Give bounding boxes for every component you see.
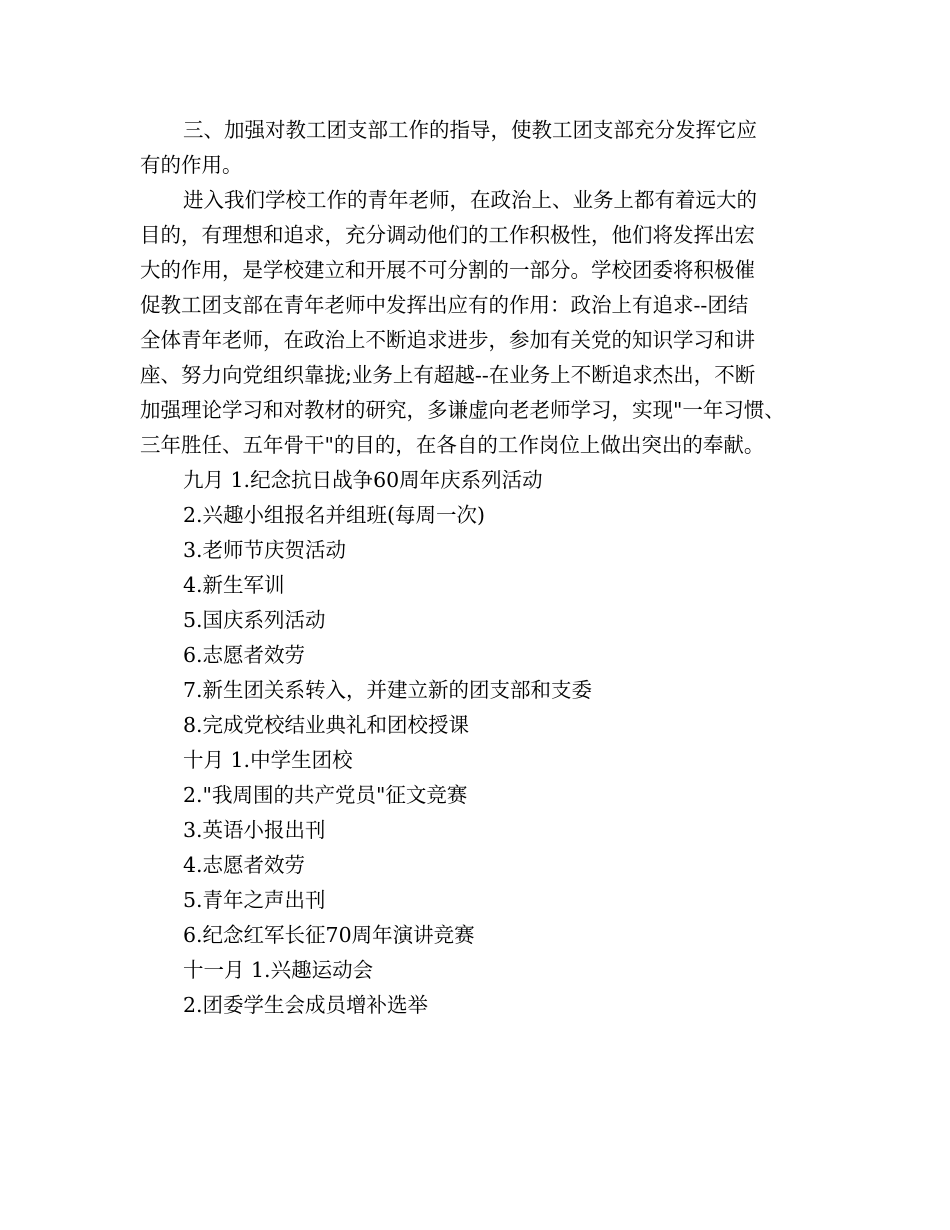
paragraph-line: 大的作用，是学校建立和开展不可分割的一部分。学校团委将积极催 — [140, 258, 755, 282]
paragraph-line: 目的，有理想和追求，充分调动他们的工作积极性，他们将发挥出宏 — [140, 223, 755, 247]
schedule-item: 6.志愿者效劳 — [183, 643, 306, 667]
schedule-item: 4.新生军训 — [183, 573, 285, 597]
schedule-item: 5.国庆系列活动 — [183, 608, 326, 632]
paragraph-line: 促教工团支部在青年老师中发挥出应有的作用：政治上有追求--团结 — [140, 293, 749, 317]
paragraph-line: 座、努力向党组织靠拢;业务上有超越--在业务上不断追求杰出，不断 — [140, 363, 756, 387]
paragraph-line: 全体青年老师，在政治上不断追求进步，参加有关党的知识学习和讲 — [140, 328, 755, 352]
schedule-item: 7.新生团关系转入，并建立新的团支部和支委 — [183, 678, 593, 702]
paragraph-line: 进入我们学校工作的青年老师，在政治上、业务上都有着远大的 — [183, 188, 757, 212]
activity-schedule-list — [140, 463, 830, 1023]
schedule-item: 4.志愿者效劳 — [183, 853, 306, 877]
paragraph-line: 三、加强对教工团支部工作的指导，使教工团支部充分发挥它应 — [183, 118, 757, 142]
paragraph-line: 三年胜任、五年骨干"的目的，在各自的工作岗位上做出突出的奉献。 — [140, 433, 765, 457]
schedule-item: 3.英语小报出刊 — [183, 818, 326, 842]
paragraph-line: 加强理论学习和对教材的研究，多谦虚向老老师学习，实现"一年习惯、 — [140, 398, 785, 422]
schedule-item: 2.兴趣小组报名并组班(每周一次) — [183, 503, 486, 527]
schedule-item: 8.完成党校结业典礼和团校授课 — [183, 713, 470, 737]
document-body — [140, 113, 830, 1023]
schedule-item: 2.团委学生会成员增补选举 — [183, 993, 429, 1017]
schedule-item: 2."我周围的共产党员"征文竞赛 — [183, 783, 468, 807]
schedule-item: 5.青年之声出刊 — [183, 888, 326, 912]
schedule-item: 十月 1.中学生团校 — [183, 748, 353, 772]
paragraph-young-teachers — [140, 183, 830, 463]
schedule-item: 十一月 1.兴趣运动会 — [183, 958, 374, 982]
schedule-item: 3.老师节庆贺活动 — [183, 538, 347, 562]
paragraph-line: 有的作用。 — [140, 153, 243, 177]
schedule-item: 九月 1.纪念抗日战争60周年庆系列活动 — [183, 468, 543, 492]
schedule-item: 6.纪念红军长征70周年演讲竞赛 — [183, 923, 475, 947]
paragraph-section-three — [140, 113, 830, 183]
